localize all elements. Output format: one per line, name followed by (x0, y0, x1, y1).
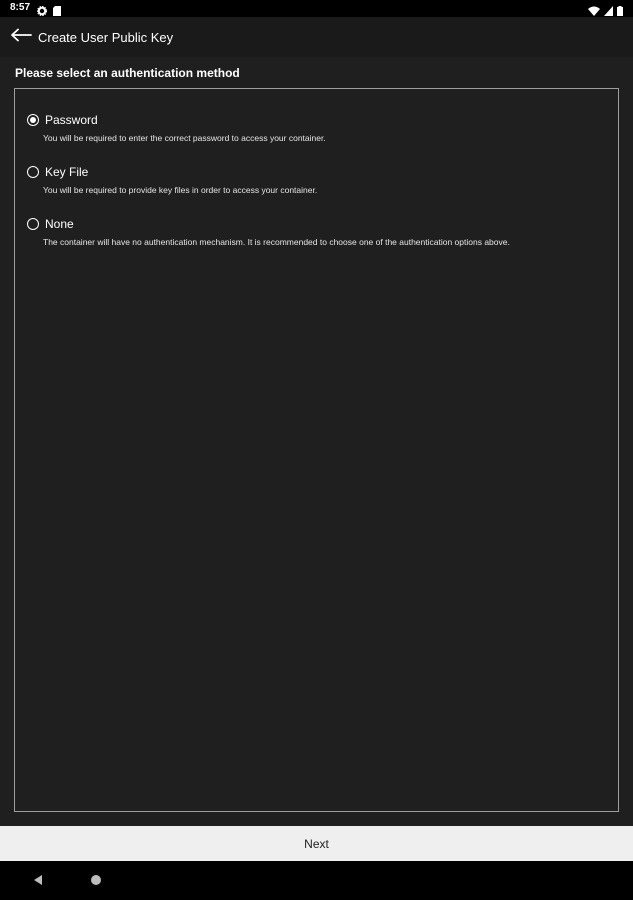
status-time: 8:57 (10, 2, 31, 13)
next-button-label: Next (304, 836, 329, 851)
radio-password[interactable] (27, 114, 39, 126)
option-label: None (45, 217, 74, 231)
option-label: Password (45, 113, 98, 127)
status-bar (0, 0, 633, 17)
option-description: The container will have no authentication mechanism. It is recommended to choose one of the authentication options above. (43, 237, 510, 247)
nav-back-icon[interactable] (34, 875, 42, 885)
section-title: Please select an authentication method (15, 66, 240, 80)
app-bar (0, 17, 633, 57)
option-label: Key File (45, 165, 89, 179)
nav-home-icon[interactable] (91, 875, 101, 885)
arrow-left-icon (10, 28, 32, 47)
system-nav-bar (0, 861, 633, 900)
back-button[interactable] (9, 27, 33, 47)
radio-none[interactable] (27, 218, 39, 230)
option-description: You will be required to provide key files in order to access your container. (43, 185, 318, 195)
next-button[interactable] (0, 826, 633, 861)
radio-key-file[interactable] (27, 166, 39, 178)
option-description: You will be required to enter the correct password to access your container. (43, 133, 326, 143)
auth-method-panel (14, 88, 619, 812)
page-title: Create User Public Key (38, 30, 174, 45)
